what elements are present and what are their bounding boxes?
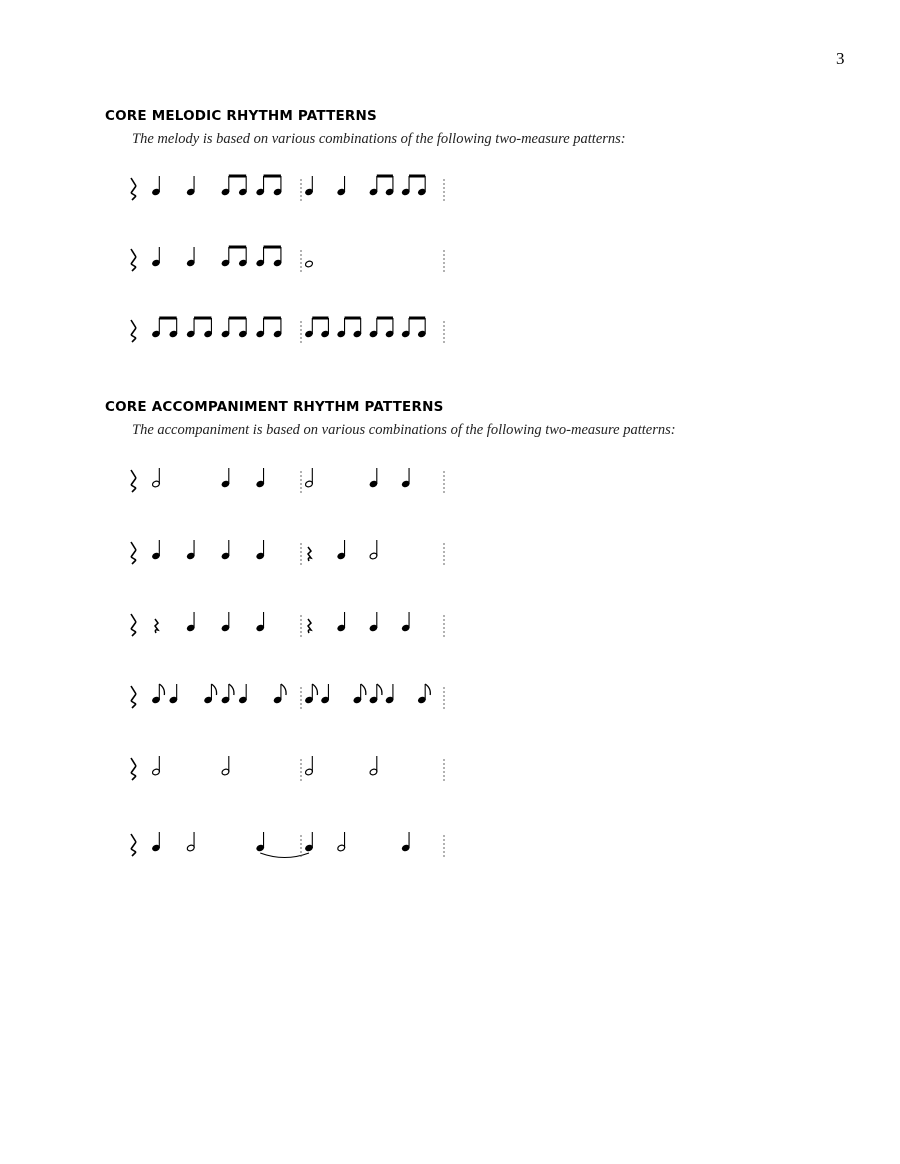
quarter-rest [308, 619, 311, 633]
eighth-flag [159, 684, 164, 695]
page-number: 3 [836, 49, 845, 68]
quarter-rest [155, 619, 158, 633]
tie [260, 853, 309, 858]
open-notehead [305, 260, 314, 268]
eighth-flag [377, 684, 382, 695]
eighth-flag [229, 684, 234, 695]
accompaniment-pattern-4 [131, 684, 444, 709]
accompaniment-pattern-5 [131, 756, 444, 781]
accompaniment-pattern-2 [131, 540, 444, 565]
melodic-section-description: The melody is based on various combinations of the following two-measure patterns: [132, 131, 626, 147]
melodic-pattern-3 [131, 318, 444, 343]
accompaniment-pattern-3 [131, 612, 444, 637]
eighth-flag [312, 684, 317, 695]
accompaniment-section-heading: CORE ACCOMPANIMENT RHYTHM PATTERNS [105, 399, 444, 415]
eighth-flag [281, 684, 286, 695]
melodic-pattern-2 [131, 247, 444, 272]
quarter-rest [308, 547, 311, 561]
melodic-pattern-1 [131, 176, 444, 201]
eighth-flag [425, 684, 430, 695]
accompaniment-section-description: The accompaniment is based on various combinations of the following two-measure patterns: [132, 422, 676, 438]
melodic-section-heading: CORE MELODIC RHYTHM PATTERNS [105, 108, 377, 124]
accompaniment-pattern-6 [131, 832, 444, 858]
accompaniment-pattern-1 [131, 468, 444, 493]
eighth-flag [361, 684, 366, 695]
eighth-flag [211, 684, 216, 695]
